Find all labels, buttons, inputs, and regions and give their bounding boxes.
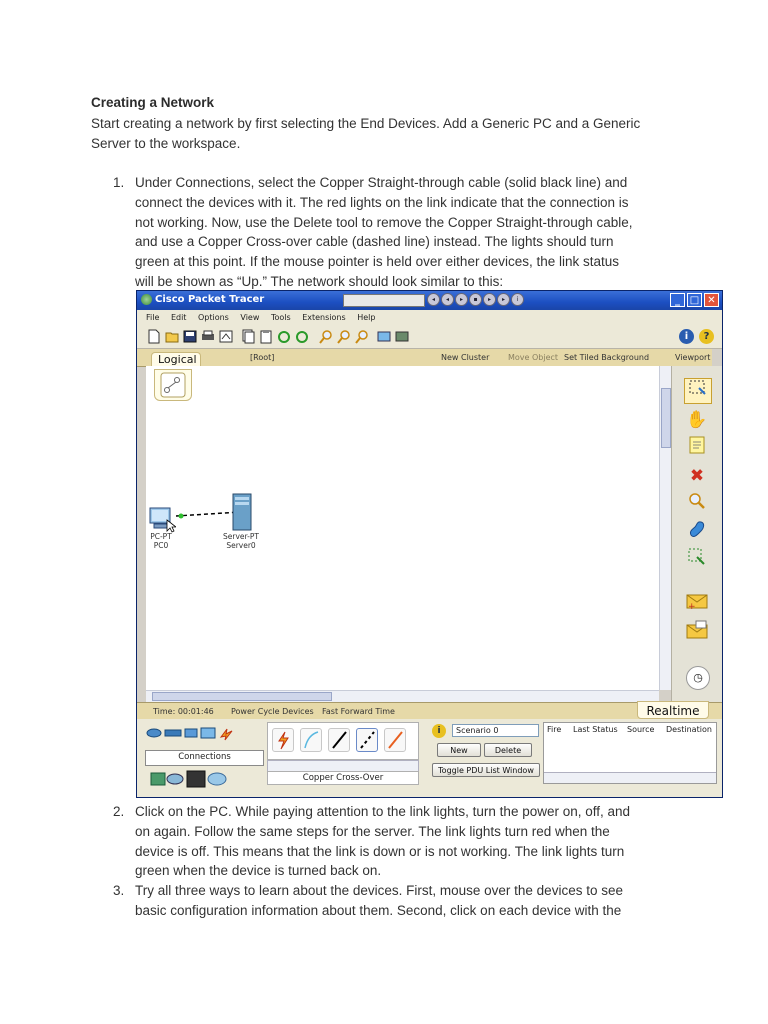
info-help-icon[interactable]: i	[679, 329, 694, 344]
draw-shape-icon[interactable]	[684, 520, 710, 544]
console-cable-icon[interactable]	[300, 728, 322, 752]
horizontal-scrollbar[interactable]	[146, 690, 659, 702]
cluster-icon	[155, 370, 191, 400]
time-display: Time: 00:01:46	[153, 707, 214, 716]
logical-workspace[interactable]	[146, 366, 659, 690]
list-line: and use a Copper Cross-over cable (dashed line) instead. The lights should turn	[135, 234, 614, 250]
menu-help[interactable]: Help	[357, 313, 376, 322]
custom-device-icon[interactable]	[395, 329, 409, 344]
list-number: 2.	[113, 804, 125, 819]
window-title: Cisco Packet Tracer	[155, 294, 265, 305]
automatic-connection-icon[interactable]	[272, 728, 294, 752]
menu-edit[interactable]: Edit	[170, 313, 187, 322]
packet-tracer-window	[136, 290, 723, 798]
viewport-button[interactable]: Viewport	[675, 353, 711, 362]
status-bar	[137, 702, 722, 720]
list-line: Under Connections, select the Copper Straight-through cable (solid black line) and	[135, 175, 628, 190]
menu-extensions[interactable]: Extensions	[302, 313, 346, 322]
root-label[interactable]: [Root]	[250, 353, 275, 362]
pdu-column-last-status[interactable]: Last Status	[573, 725, 618, 734]
pdu-column-destination[interactable]: Destination	[666, 725, 712, 734]
copy-icon[interactable]	[241, 329, 255, 344]
resize-shape-icon[interactable]	[684, 548, 710, 572]
cable-selector	[267, 722, 419, 760]
intro-line: Start creating a network by first selecting the End Devices. Add a Generic PC and a Generic	[91, 116, 641, 131]
menu-bar	[137, 310, 722, 326]
new-cluster-button[interactable]: New Cluster	[441, 353, 490, 362]
print-icon[interactable]	[201, 329, 215, 344]
list-line: green at this point. If the mouse pointer is held over either devices, the link status	[135, 254, 620, 270]
move-object-button[interactable]: Move Object	[508, 353, 559, 362]
main-toolbar	[137, 326, 722, 349]
new-scenario-button[interactable]: New	[437, 743, 481, 757]
section-heading: Creating a Network	[91, 95, 215, 110]
end-device-icons	[149, 769, 259, 791]
minimize-icon[interactable]: _	[670, 293, 685, 307]
inspect-tool-icon[interactable]	[684, 492, 710, 516]
menu-options[interactable]: Options	[197, 313, 229, 322]
end-icon[interactable]: ▸	[497, 293, 510, 306]
list-line: Click on the PC. While paying attention to the link lights, turn the power on, off, and	[135, 804, 631, 819]
new-file-icon[interactable]	[147, 329, 161, 344]
list-line: Try all three ways to learn about the devices. First, mouse over the devices to see	[135, 883, 623, 898]
list-line: connect the devices with it. The red lights on the link indicate that the connection is	[135, 194, 629, 210]
maximize-icon[interactable]: □	[687, 293, 702, 307]
fiber-cable-icon[interactable]	[384, 728, 406, 752]
app-icon	[141, 294, 152, 305]
pdu-list	[543, 722, 717, 784]
title-bar	[137, 291, 722, 310]
delete-tool-icon[interactable]: ✖	[689, 466, 705, 486]
add-simple-pdu-icon[interactable]	[684, 592, 710, 616]
playback-seekbar[interactable]	[343, 294, 425, 307]
list-number: 1.	[113, 175, 125, 190]
undo-icon[interactable]	[277, 329, 291, 344]
pc-device-name: PC0	[153, 541, 169, 550]
play-icon[interactable]: ▸	[455, 293, 468, 306]
workspace-bar	[137, 349, 712, 367]
server-device-label	[218, 532, 264, 550]
add-complex-pdu-icon[interactable]	[684, 620, 710, 644]
selected-cable-name: Copper Cross-Over	[267, 771, 419, 785]
mouse-pointer-icon	[166, 519, 176, 533]
list-number: 3.	[113, 883, 125, 898]
save-icon[interactable]	[183, 329, 197, 344]
question-help-icon[interactable]: ?	[699, 329, 714, 344]
crossover-cable-icon[interactable]	[356, 728, 378, 752]
stop-icon[interactable]: ▪	[469, 293, 482, 306]
list-line: basic configuration information about them. Second, click on each device with the	[135, 902, 622, 918]
pdu-header	[544, 723, 716, 736]
forward-icon[interactable]: ▸	[483, 293, 496, 306]
toggle-pdu-list-button[interactable]: Toggle PDU List Window	[432, 763, 540, 777]
info-icon[interactable]: i	[511, 293, 524, 306]
delete-scenario-button[interactable]: Delete	[484, 743, 532, 757]
svg-text:+: +	[688, 602, 696, 610]
fast-forward-button[interactable]: Fast Forward Time	[322, 707, 395, 716]
server-device-type: Server-PT	[223, 532, 259, 541]
list-line: will be shown as “Up.” The network should look similar to this:	[135, 273, 504, 289]
server-device-name: Server0	[226, 541, 256, 550]
select-tool-icon[interactable]	[684, 378, 712, 404]
scenario-panel	[432, 724, 540, 782]
realtime-tab[interactable]: Realtime	[637, 701, 709, 719]
scenario-select[interactable]: Scenario 0	[452, 724, 539, 737]
intro-line: Server to the workspace.	[91, 136, 241, 151]
zoom-out-icon[interactable]	[355, 329, 369, 344]
logical-tab[interactable]: Logical	[151, 352, 201, 366]
vertical-scroll-thumb[interactable]	[661, 388, 671, 448]
device-selection-panel	[137, 719, 722, 798]
common-tools-bar	[671, 366, 723, 707]
playback-controls	[427, 293, 524, 306]
pc-device-type: PC-PT	[150, 532, 172, 541]
menu-file[interactable]: File	[146, 313, 160, 322]
list-line: on again. Follow the same steps for the server. The link lights turn red when the	[135, 823, 610, 839]
palette-icon[interactable]	[377, 329, 391, 344]
switches-icon	[165, 730, 181, 736]
set-tiled-background-button[interactable]: Set Tiled Background	[564, 353, 650, 362]
place-note-icon[interactable]	[684, 436, 710, 460]
connections-icon	[221, 729, 232, 740]
activity-wizard-icon[interactable]	[219, 329, 233, 344]
list-line: device is off. This means that the link is down or is not working. The link lights turn	[135, 843, 625, 859]
list-line: green when the device is turned back on.	[135, 863, 382, 879]
pdu-scrollbar[interactable]	[544, 772, 716, 783]
rewind-icon[interactable]: ◂	[427, 293, 440, 306]
back-icon[interactable]: ◂	[441, 293, 454, 306]
move-layout-icon[interactable]: ✋	[686, 410, 708, 430]
pdu-column-source[interactable]: Source	[627, 725, 655, 734]
routers-icon	[147, 729, 161, 737]
window-buttons	[670, 293, 719, 307]
pc-device-label	[146, 532, 176, 550]
scenario-info-icon[interactable]: i	[432, 724, 446, 738]
zoom-in-icon[interactable]	[319, 329, 333, 344]
close-icon[interactable]: ✕	[704, 293, 719, 307]
intro-paragraph	[91, 114, 691, 154]
menu-view[interactable]: View	[240, 313, 260, 322]
navigation-thumbnail[interactable]	[154, 369, 192, 401]
hubs-icon	[185, 729, 197, 737]
paste-icon[interactable]	[259, 329, 273, 344]
power-cycle-button[interactable]: Power Cycle Devices	[231, 707, 314, 716]
pdu-column-fire[interactable]: Fire	[547, 725, 562, 734]
zoom-reset-icon[interactable]	[337, 329, 351, 344]
straight-through-cable-icon[interactable]	[328, 728, 350, 752]
server-device-icon[interactable]	[230, 492, 254, 532]
menu-tools[interactable]: Tools	[270, 313, 291, 322]
category-label: Connections	[145, 750, 264, 766]
wireless-icon	[201, 728, 215, 738]
list-line: not working. Now, use the Delete tool to remove the Copper Straight-through cable,	[135, 214, 633, 230]
redo-icon[interactable]	[295, 329, 309, 344]
link-light-pc	[179, 514, 184, 519]
horizontal-scroll-thumb[interactable]	[152, 692, 332, 701]
open-folder-icon[interactable]	[165, 329, 179, 344]
realtime-mode-icon[interactable]: ◷	[686, 666, 710, 690]
